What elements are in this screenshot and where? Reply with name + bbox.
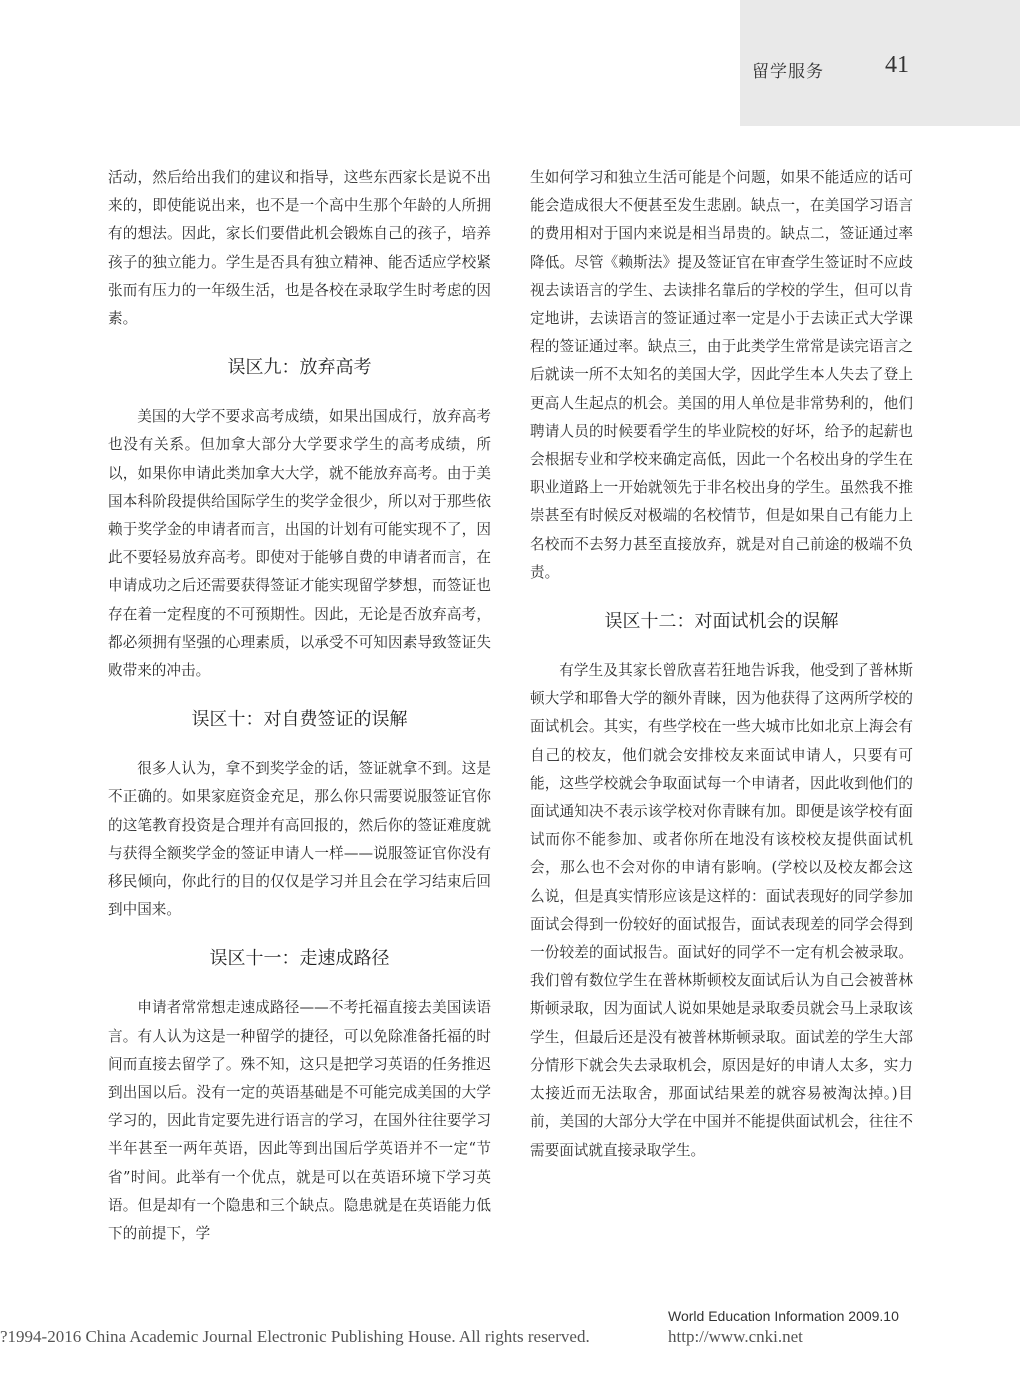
heading-myth-12: 误区十二：对面试机会的误解: [604, 611, 839, 633]
section-label: 留学服务: [752, 62, 824, 82]
heading-myth-10: 误区十：对自费签证的误解: [191, 709, 408, 731]
heading-myth-11: 误区十一：走速成路径: [209, 948, 390, 970]
right-column: [530, 164, 913, 1165]
paragraph-myth-11-continued: 生如何学习和独立生活可能是个问题，如果不能适应的话可能会造成很大不便甚至发生悲剧。缺点一，在美国学习语言的费用相对于国内来说是相当昂贵的。缺点二，签证通过率降低。尽管《赖斯法》提及签证官在审查学生签证时不应歧视去读语言的学生、去读排名靠后的学校的学生，但可以肯定地讲，去读语言的签证通过率一定是小于去读正式大学课程的签证通过率。缺点三，由于此类学生常常是读完语言之后就读一所不太知名的美国大学，因此学生本人失去了登上更高人生起点的机会。美国的用人单位是非常势利的，他们聘请人员的时候要看学生的毕业院校的好坏，给予的起薪也会根据专业和学校来确定高低，因此一个名校出身的学生在职业道路上一开始就领先于非名校出身的学生。虽然我不推崇甚至有时候反对极端的名校情节，但是如果自己有能力上名校而不去努力甚至直接放弃，就是对自己前途的极端不负责。: [530, 169, 913, 581]
journal-footer: World Education Information 2009.10: [668, 1308, 899, 1324]
intro-paragraph: 活动，然后给出我们的建议和指导，这些东西家长是说不出来的，即使能说出来，也不是一个高中生那个年龄的人所拥有的想法。因此，家长们要借此机会锻炼自己的孩子，培养孩子的独立能力。学生是否具有独立精神、能否适应学校紧张而有压力的一年级生活，也是各校在录取学生时考虑的因素。: [108, 169, 491, 328]
paragraph-myth-9: 美国的大学不要求高考成绩，如果出国成行，放弃高考也没有关系。但加拿大部分大学要求学生的高考成绩，所以，如果你申请此类加拿大大学，就不能放弃高考。由于美国本科阶段提供给国际学生的奖学金很少，所以对于那些依赖于奖学金的申请者而言，出国的计划有可能实现不了，因此不要轻易放弃高考。即使对于能够自费的申请者而言，在申请成功之后还需要获得签证才能实现留学梦想，而签证也存在着一定程度的不可预期性。因此，无论是否放弃高考，都必须拥有坚强的心理素质，以承受不可知因素导致签证失败带来的冲击。: [108, 408, 491, 680]
left-column: [108, 164, 491, 1248]
paragraph-myth-12: 有学生及其家长曾欣喜若狂地告诉我，他受到了普林斯顿大学和耶鲁大学的额外青睐，因为他获得了这两所学校的面试机会。其实，有些学校在一些大城市比如北京上海会有自己的校友，他们就会安排校友来面试申请人，只要有可能，这些学校就会争取面试每一个申请者，因此收到他们的面试通知决不表示该学校对你青睐有加。即便是该学校有面试而你不能参加、或者你所在地没有该校校友提供面试机会，那么也不会对你的申请有影响。(学校以及校友都会这么说，但是真实情形应该是这样的：面试表现好的同学参加面试会得到一份较好的面试报告，面试表现差的同学会得到一份较差的面试报告。面试好的同学不一定有机会被录取。我们曾有数位学生在普林斯顿校友面试后认为自己会被普林斯顿录取，因为面试人说如果她是录取委员就会马上录取该学生，但最后还是没有被普林斯顿录取。面试差的学生大部分情形下就会失去录取机会，原因是好的申请人太多，实力太接近而无法取舍，那面试结果差的就容易被淘汰掉。)目前，美国的大部分大学在中国并不能提供面试机会，往往不需要面试就直接录取学生。: [530, 662, 913, 1159]
heading-myth-9: 误区九：放弃高考: [227, 357, 372, 379]
copyright-watermark: ?1994-2016 China Academic Journal Electronic Publishing House. All rights reserved.: [0, 1327, 590, 1346]
paragraph-myth-10: 很多人认为，拿不到奖学金的话，签证就拿不到。这是不正确的。如果家庭资金充足，那么你只需要说服签证官你的这笔教育投资是合理并有高回报的，然后你的签证难度就与获得全额奖学金的签证申请人一样——说服签证官你没有移民倾向，你此行的目的仅仅是学习并且会在学习结束后回到中国来。: [108, 760, 491, 919]
cnki-url: http://www.cnki.net: [668, 1327, 803, 1346]
page-number: 41: [885, 52, 909, 78]
paragraph-myth-11: 申请者常常想走速成路径——不考托福直接去美国读语言。有人认为这是一种留学的捷径，可以免除准备托福的时间而直接去留学了。殊不知，这只是把学习英语的任务推迟到出国以后。没有一定的英语基础是不可能完成美国的大学学习的，因此肯定要先进行语言的学习，在国外往往要学习半年甚至一两年英语，因此等到出国后学英语并不一定“节省”时间。此举有一个优点，就是可以在英语环境下学习英语。但是却有一个隐患和三个缺点。隐患就是在英语能力低下的前提下，学: [108, 999, 491, 1243]
